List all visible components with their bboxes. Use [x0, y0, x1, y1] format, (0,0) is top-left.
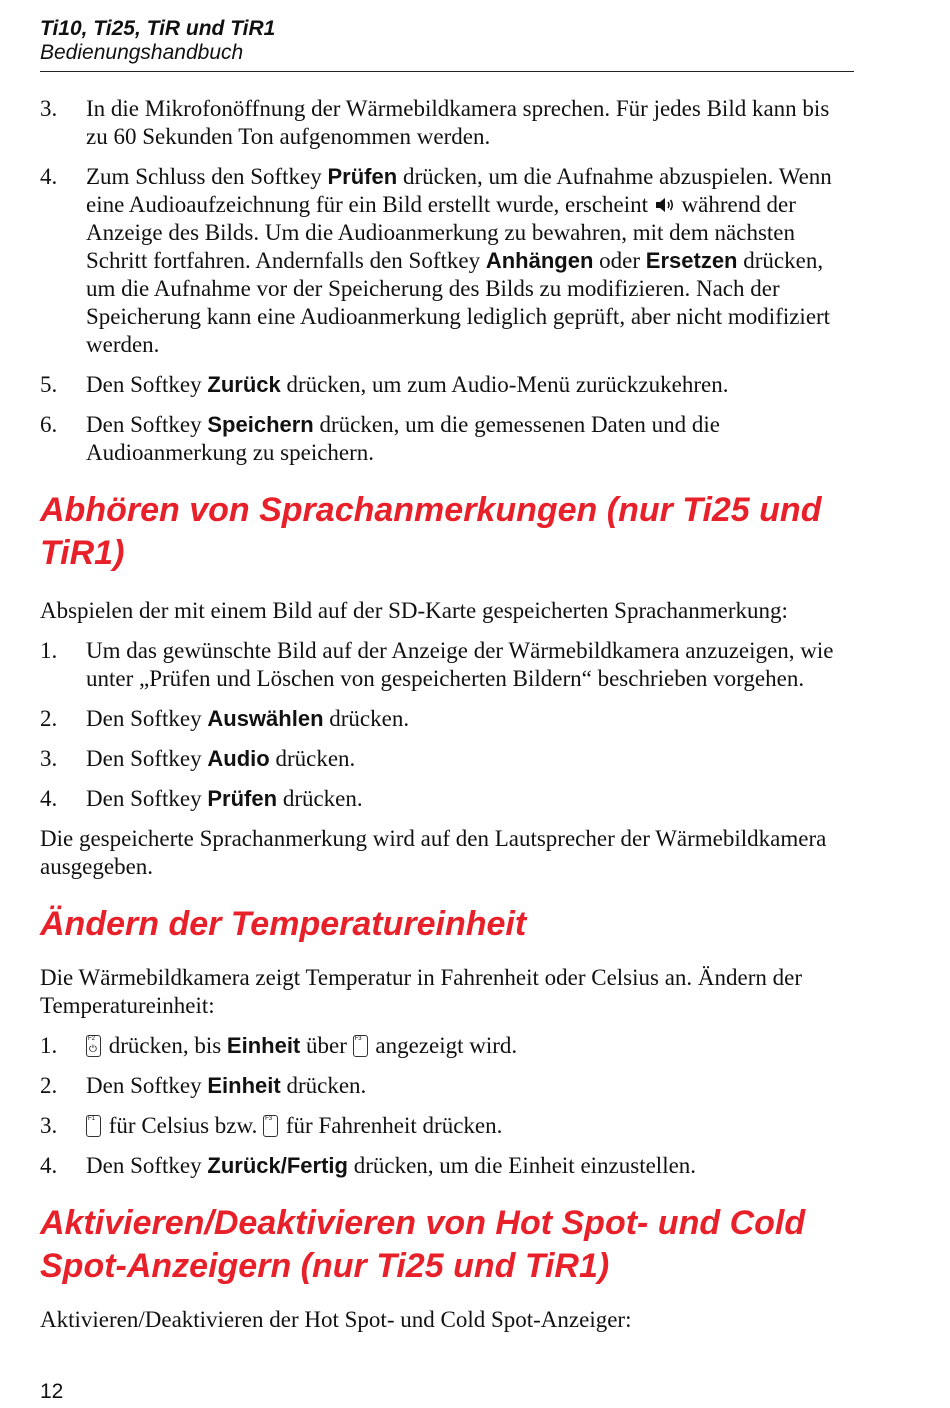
step-text: drücken.: [323, 706, 410, 731]
step-text: Um das gewünschte Bild auf der Anzeige der Wärmebildkamera anzuzeigen, wie unter „Prüfen und Löschen von gespeicherten Bildern“ beschrieben vorgehen.: [86, 638, 834, 691]
playback-steps-list: [40, 637, 854, 813]
section-heading-temperature-unit: Ändern der Temperatureinheit: [40, 905, 527, 943]
step-text: drücken.: [269, 746, 356, 771]
f3-key-icon: F3: [353, 1035, 368, 1057]
step-text: Den Softkey: [86, 746, 208, 771]
list-item: [40, 1112, 854, 1140]
step-text: In die Mikrofonöffnung der Wärmebildkamera sprechen. Für jedes Bild kann bis zu 60 Sekunden Ton aufgenommen werden.: [86, 96, 830, 149]
step-number: 3.: [40, 1113, 58, 1138]
step-text: Den Softkey: [86, 372, 208, 397]
step-number: 3.: [40, 746, 58, 771]
list-item: [40, 785, 854, 813]
section-intro: Aktivieren/Deaktivieren der Hot Spot- und Cold Spot-Anzeiger:: [40, 1307, 632, 1332]
step-text: Zum Schluss den Softkey: [86, 164, 328, 189]
step-text: oder: [593, 248, 646, 273]
step-text: über: [300, 1033, 353, 1058]
step-number: 4.: [40, 786, 58, 811]
step-text: Den Softkey: [86, 1153, 208, 1178]
list-item: [40, 411, 854, 467]
f1-key-icon: F1: [86, 1115, 101, 1137]
list-item: [40, 1032, 854, 1060]
step-text: drücken, um zum Audio-Menü zurückzukehren.: [280, 372, 729, 397]
list-item: [40, 95, 854, 151]
step-text: für Fahrenheit drücken.: [280, 1113, 503, 1138]
f2-key-icon: F2 ⏻: [86, 1035, 101, 1057]
list-item: [40, 637, 854, 693]
step-number: 2.: [40, 1073, 58, 1098]
softkey-name: Einheit: [226, 1033, 301, 1058]
page-header: [40, 16, 854, 65]
softkey-name: Einheit: [207, 1073, 281, 1098]
list-item: [40, 371, 854, 399]
page-content: [40, 95, 854, 1346]
list-item: [40, 705, 854, 733]
step-text: drücken, um die Aufnahme vor der Speicherung des Bilds zu modifizieren. Nach der Speicherung kann eine Audioanmerkung lediglich geprüft, aber nicht modifiziert werden.: [86, 248, 831, 357]
step-number: 1.: [40, 1033, 58, 1058]
list-item: [40, 163, 854, 359]
step-number: 1.: [40, 638, 58, 663]
section-outro: Die gespeicherte Sprachanmerkung wird auf den Lautsprecher der Wärmebildkamera ausgegeben.: [40, 826, 827, 879]
step-text: während der Anzeige des Bilds. Um die Audioanmerkung zu bewahren, mit dem nächsten Schritt fortfahren. Andernfalls den Softkey: [86, 192, 796, 273]
header-divider: [40, 71, 854, 72]
header-title: Ti10, Ti25, TiR und TiR1: [40, 17, 276, 40]
recording-steps-list: [40, 95, 854, 467]
step-text: drücken, um die Einheit einzustellen.: [347, 1153, 697, 1178]
step-text: Den Softkey: [86, 786, 208, 811]
temperature-steps-list: [40, 1032, 854, 1180]
list-item: [40, 1072, 854, 1100]
step-text: drücken, um die gemessenen Daten und die Audioanmerkung zu speichern.: [86, 412, 720, 465]
list-item: [40, 1152, 854, 1180]
section-intro: Abspielen der mit einem Bild auf der SD-Karte gespeicherten Sprachanmerkung:: [40, 598, 788, 623]
step-number: 6.: [40, 412, 58, 437]
step-number: 4.: [40, 1153, 58, 1178]
section-intro: Die Wärmebildkamera zeigt Temperatur in Fahrenheit oder Celsius an. Ändern der Temperatureinheit:: [40, 965, 803, 1018]
section-heading-hot-cold-spot: Aktivieren/Deaktivieren von Hot Spot- und Cold Spot-Anzeigern (nur Ti25 und TiR1): [40, 1204, 806, 1285]
step-text: drücken.: [280, 1073, 367, 1098]
softkey-name: Anhängen: [485, 248, 594, 273]
softkey-name: Speichern: [207, 412, 314, 437]
step-text: Den Softkey: [86, 706, 208, 731]
header-subtitle: Bedienungshandbuch: [40, 41, 244, 64]
softkey-name: Ersetzen: [645, 248, 738, 273]
step-text: Den Softkey: [86, 412, 208, 437]
step-number: 2.: [40, 706, 58, 731]
softkey-name: Auswählen: [207, 706, 324, 731]
step-number: 3.: [40, 96, 58, 121]
section-heading-voice-playback: Abhören von Sprachanmerkungen (nur Ti25 und TiR1): [40, 491, 822, 572]
page-number: 12: [40, 1380, 64, 1403]
softkey-name: Audio: [207, 746, 270, 771]
step-text: Den Softkey: [86, 1073, 208, 1098]
f3-key-icon: F3: [263, 1115, 278, 1137]
step-text: angezeigt wird.: [369, 1033, 518, 1058]
step-number: 5.: [40, 372, 58, 397]
step-number: 4.: [40, 164, 58, 189]
list-item: [40, 745, 854, 773]
step-text: drücken.: [277, 786, 363, 811]
step-text: drücken, um die Aufnahme abzuspielen. Wenn eine Audioaufzeichnung für ein Bild erstellt wurde, erscheint: [86, 164, 832, 217]
step-text: für Celsius bzw.: [103, 1113, 264, 1138]
softkey-name: Prüfen: [327, 164, 398, 189]
softkey-name: Zurück/Fertig: [207, 1153, 348, 1178]
speaker-icon: [654, 196, 676, 214]
step-text: drücken, bis: [103, 1033, 227, 1058]
softkey-name: Prüfen: [207, 786, 278, 811]
softkey-name: Zurück: [207, 372, 281, 397]
